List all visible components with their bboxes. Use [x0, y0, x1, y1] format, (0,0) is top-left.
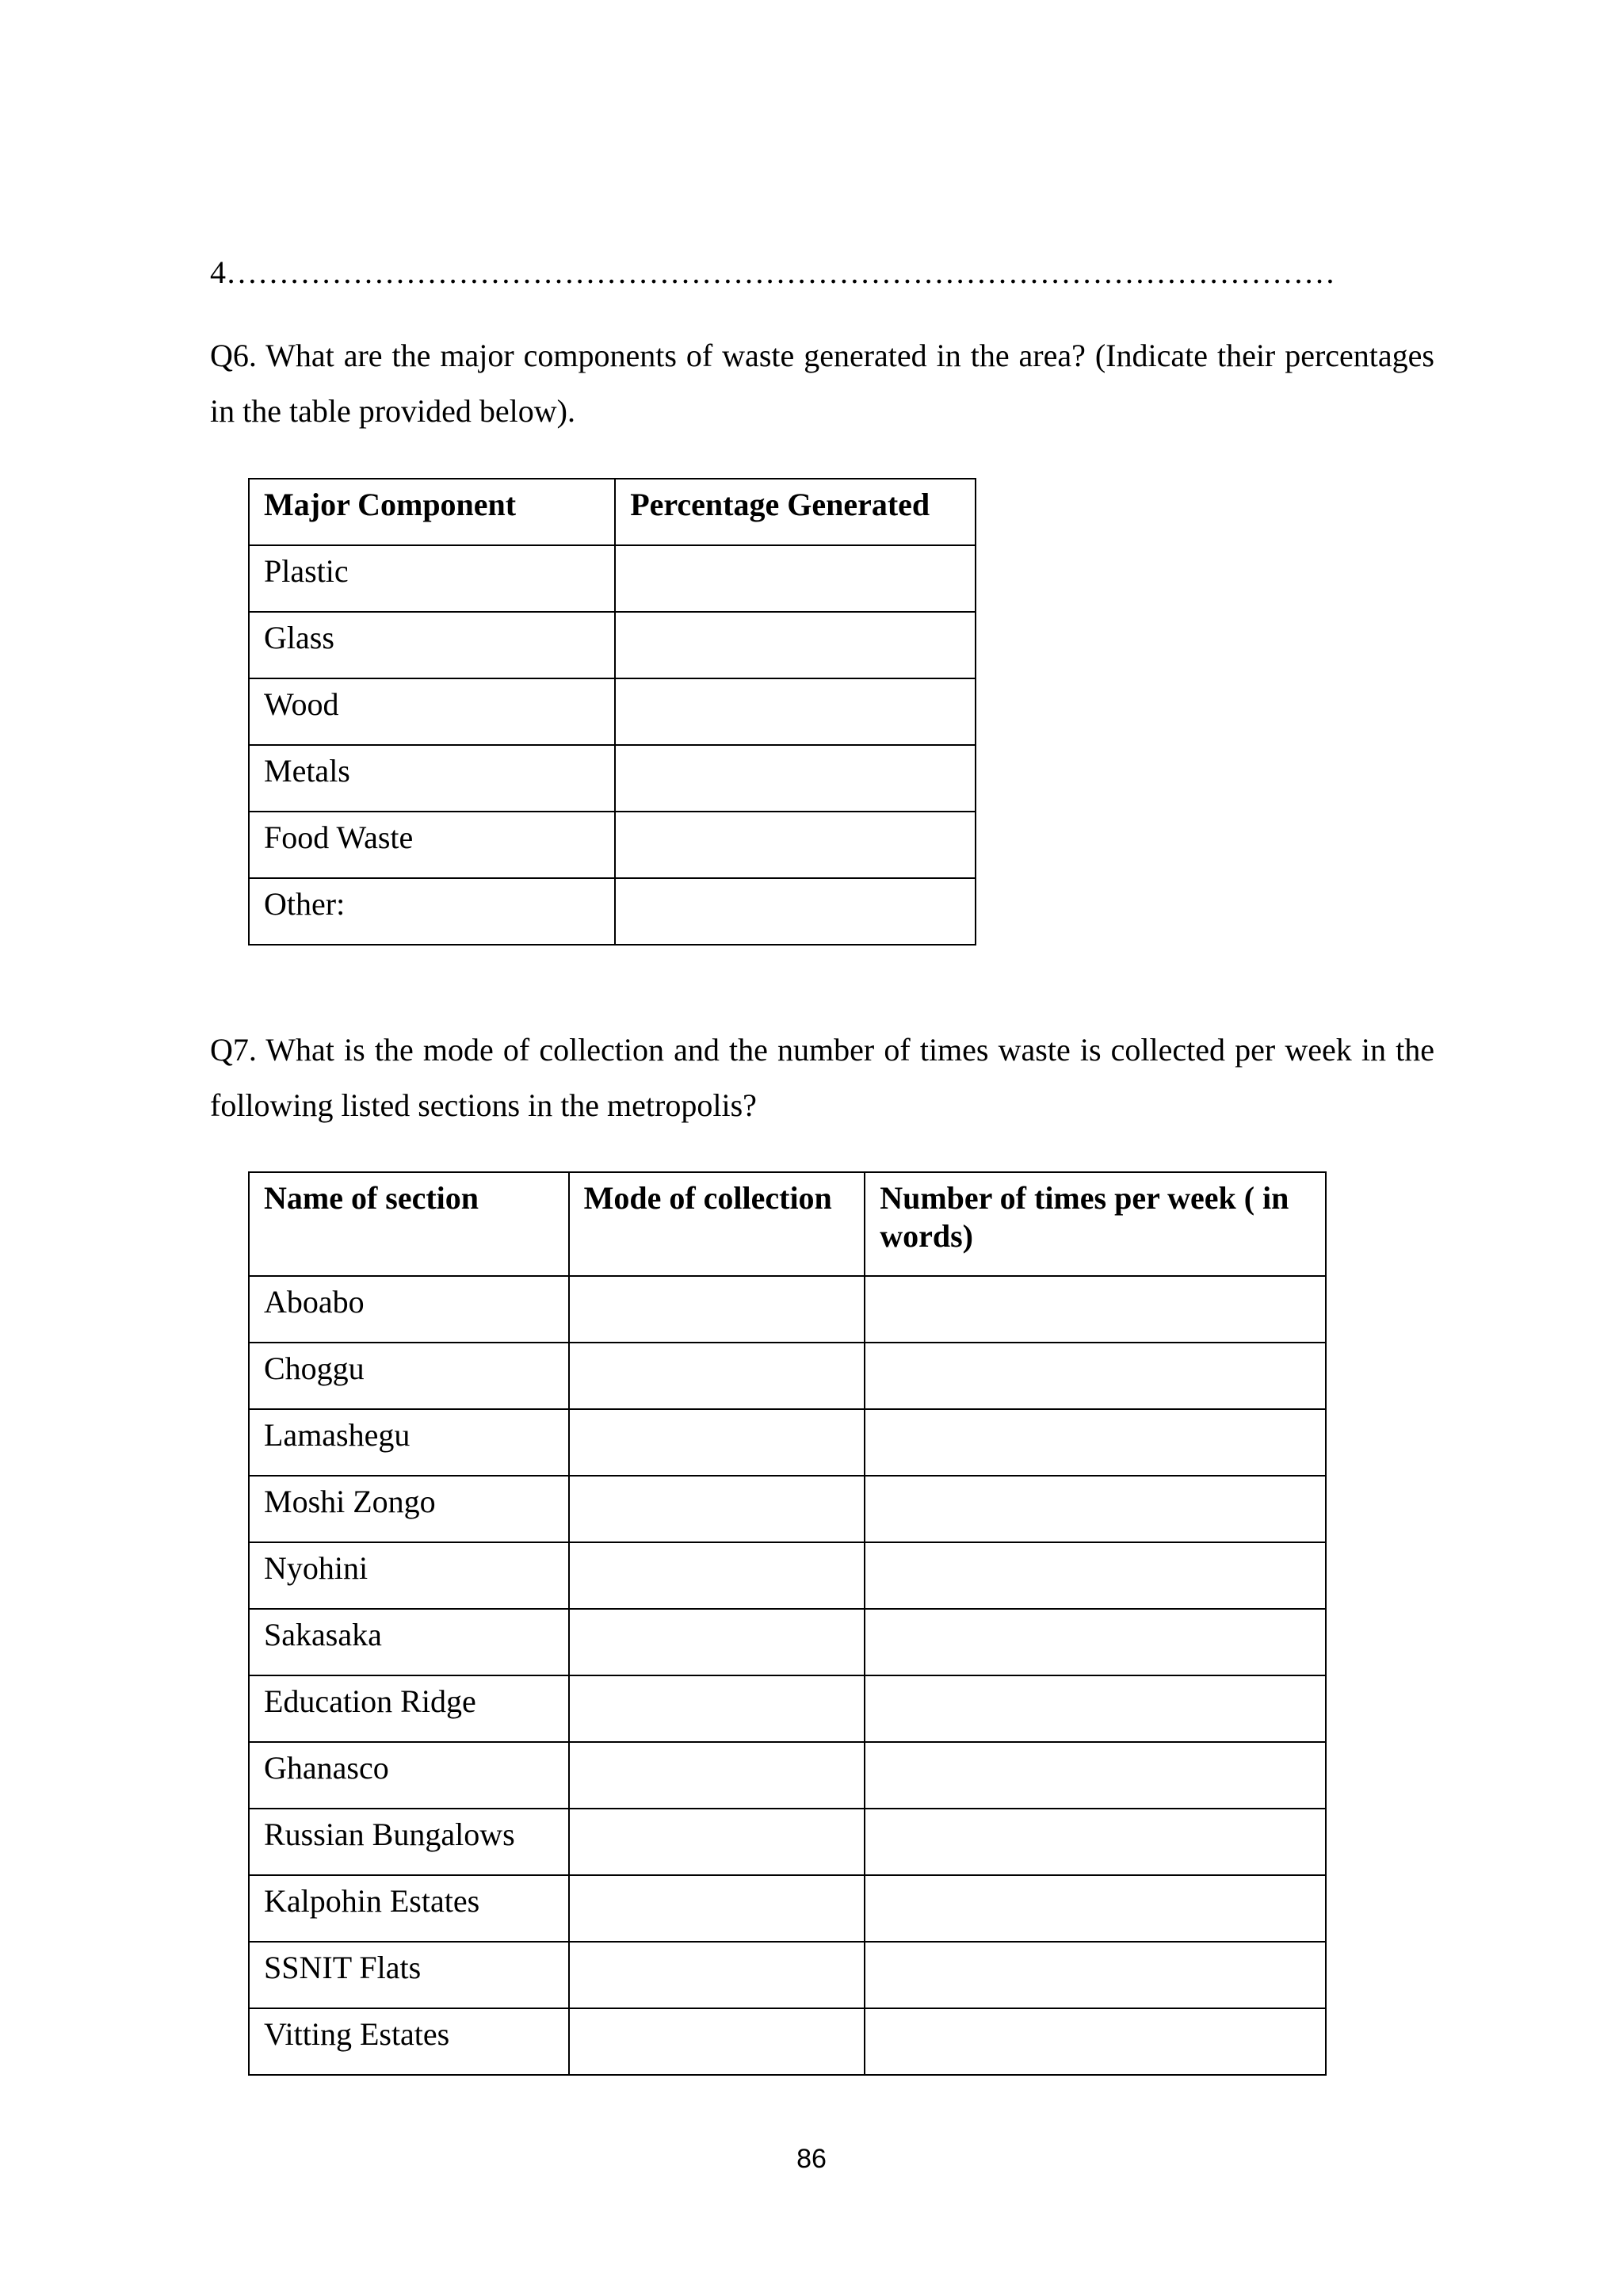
header-name-of-section: Name of section	[249, 1172, 569, 1276]
percentage-cell[interactable]	[615, 612, 976, 678]
table-row	[249, 812, 976, 878]
question-7-text: Q7. What is the mode of collection and the number of times waste is collected per week in the following listed sections in the metropolis?	[210, 1032, 1434, 1123]
header-times-per-week: Number of times per week ( in words)	[865, 1172, 1326, 1276]
mode-cell[interactable]	[569, 1742, 865, 1809]
mode-cell[interactable]	[569, 1675, 865, 1742]
mode-cell[interactable]	[569, 1476, 865, 1542]
component-name: Wood	[249, 678, 615, 745]
table-row	[249, 1675, 1326, 1742]
section-name: Ghanasco	[249, 1742, 569, 1809]
table-header-row	[249, 479, 976, 545]
percentage-cell[interactable]	[615, 745, 976, 812]
table-row	[249, 1343, 1326, 1409]
header-mode-of-collection: Mode of collection	[569, 1172, 865, 1276]
section-name: Vitting Estates	[249, 2008, 569, 2075]
times-cell[interactable]	[865, 1542, 1326, 1609]
times-cell[interactable]	[865, 1742, 1326, 1809]
table-row	[249, 745, 976, 812]
section-name: Choggu	[249, 1343, 569, 1409]
table-row	[249, 678, 976, 745]
table-row	[249, 1476, 1326, 1542]
component-name: Plastic	[249, 545, 615, 612]
section-name: Russian Bungalows	[249, 1809, 569, 1875]
mode-cell[interactable]	[569, 1875, 865, 1942]
collection-sections-table	[248, 1171, 1327, 2076]
table-header-row	[249, 1172, 1326, 1276]
times-cell[interactable]	[865, 2008, 1326, 2075]
section-name: Sakasaka	[249, 1609, 569, 1675]
mode-cell[interactable]	[569, 1942, 865, 2008]
times-cell[interactable]	[865, 1609, 1326, 1675]
header-major-component: Major Component	[249, 479, 615, 545]
table-row	[249, 1875, 1326, 1942]
section-name: Nyohini	[249, 1542, 569, 1609]
mode-cell[interactable]	[569, 1609, 865, 1675]
table-row	[249, 1742, 1326, 1809]
section-name: SSNIT Flats	[249, 1942, 569, 2008]
section-name: Education Ridge	[249, 1675, 569, 1742]
times-cell[interactable]	[865, 1675, 1326, 1742]
percentage-cell[interactable]	[615, 812, 976, 878]
percentage-cell[interactable]	[615, 878, 976, 945]
component-name: Food Waste	[249, 812, 615, 878]
page-number: 86	[796, 2144, 827, 2174]
table-row	[249, 612, 976, 678]
table-row	[249, 2008, 1326, 2075]
table-row	[249, 878, 976, 945]
percentage-cell[interactable]	[615, 678, 976, 745]
question-6-text: Q6. What are the major components of waste generated in the area? (Indicate their percentages in the table provided below).	[210, 338, 1434, 429]
mode-cell[interactable]	[569, 1276, 865, 1343]
section-name: Kalpohin Estates	[249, 1875, 569, 1942]
times-cell[interactable]	[865, 1809, 1326, 1875]
component-name: Metals	[249, 745, 615, 812]
section-name: Moshi Zongo	[249, 1476, 569, 1542]
table-row	[249, 1809, 1326, 1875]
table-row	[249, 545, 976, 612]
table-row	[249, 1276, 1326, 1343]
times-cell[interactable]	[865, 1476, 1326, 1542]
times-cell[interactable]	[865, 1276, 1326, 1343]
mode-cell[interactable]	[569, 2008, 865, 2075]
mode-cell[interactable]	[569, 1542, 865, 1609]
times-cell[interactable]	[865, 1875, 1326, 1942]
answer-line-4: 4……………………………………………………………………………………………	[210, 254, 1335, 290]
table-row	[249, 1409, 1326, 1476]
table-row	[249, 1609, 1326, 1675]
table-row	[249, 1542, 1326, 1609]
section-name: Aboabo	[249, 1276, 569, 1343]
mode-cell[interactable]	[569, 1343, 865, 1409]
mode-cell[interactable]	[569, 1409, 865, 1476]
component-name: Glass	[249, 612, 615, 678]
times-cell[interactable]	[865, 1942, 1326, 2008]
header-percentage-generated: Percentage Generated	[615, 479, 976, 545]
waste-components-table	[248, 478, 976, 946]
percentage-cell[interactable]	[615, 545, 976, 612]
times-cell[interactable]	[865, 1343, 1326, 1409]
mode-cell[interactable]	[569, 1809, 865, 1875]
component-name: Other:	[249, 878, 615, 945]
table-row	[249, 1942, 1326, 2008]
times-cell[interactable]	[865, 1409, 1326, 1476]
section-name: Lamashegu	[249, 1409, 569, 1476]
